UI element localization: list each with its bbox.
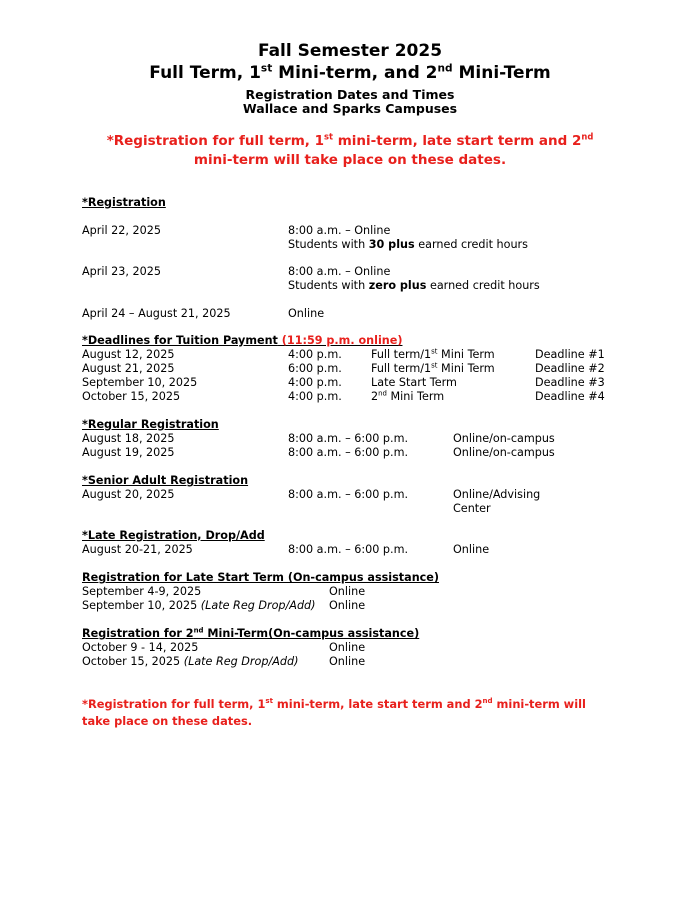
late-start-date: September 4-9, 2025	[82, 585, 202, 598]
mini-term-2-heading	[82, 627, 419, 640]
mini2-date	[82, 655, 298, 668]
late-time: 8:00 a.m. – 6:00 p.m.	[288, 543, 409, 556]
late-start-date	[82, 599, 316, 612]
eligibility-text: Students with	[288, 238, 369, 251]
deadline-date: August 12, 2025	[82, 348, 175, 361]
senior-mode: Center	[453, 502, 491, 515]
notice-part: mini-term will take place on these dates.	[193, 152, 507, 168]
regular-time: 8:00 a.m. – 6:00 p.m.	[288, 432, 409, 445]
notice-part: *Registration for full term, 1	[106, 133, 325, 149]
deadline-term	[371, 376, 457, 389]
late-start-date-text: September 10, 2025	[82, 599, 201, 612]
page-title: Fall Semester 2025	[257, 41, 443, 61]
regular-time: 8:00 a.m. – 6:00 p.m.	[288, 446, 409, 459]
deadline-term	[371, 362, 495, 375]
notice-part: mini-term, late start term and 2	[333, 133, 582, 149]
late-registration-heading: *Late Registration, Drop/Add	[82, 529, 265, 542]
mini2-mode: Online	[329, 655, 366, 668]
term-text: Full term/1	[371, 348, 432, 361]
subtitle-part: Mini-term, and 2	[272, 63, 438, 83]
term-text: Late Start Term	[371, 376, 457, 389]
eligibility-bold: zero plus	[368, 279, 427, 292]
eligibility-text: earned credit hours	[426, 279, 540, 292]
registration-date: April 23, 2025	[82, 265, 161, 278]
regular-registration-heading: *Regular Registration	[82, 418, 219, 431]
regular-date: August 18, 2025	[82, 432, 175, 445]
deadline-term	[371, 348, 495, 361]
registration-time: 8:00 a.m. – Online	[288, 265, 391, 278]
footer-notice	[82, 696, 612, 730]
regular-mode: Online/on-campus	[453, 432, 555, 445]
deadlines-heading-text: *Deadlines for Tuition Payment	[82, 334, 278, 347]
late-start-note: (Late Reg Drop/Add)	[200, 599, 316, 612]
mini2-heading-text: Registration for 2	[82, 627, 194, 640]
deadline-number: Deadline #2	[535, 362, 605, 375]
senior-mode: Online/Advising	[453, 488, 541, 501]
subtitle-part: Full Term, 1	[149, 63, 261, 83]
registration-eligibility	[288, 238, 528, 251]
late-date: August 20-21, 2025	[82, 543, 193, 556]
regular-date: August 19, 2025	[82, 446, 175, 459]
footer-part: *Registration for full term, 1	[82, 697, 266, 711]
deadline-time: 4:00 p.m.	[288, 390, 342, 403]
subtitle-sup: nd	[437, 62, 453, 75]
late-start-mode: Online	[329, 599, 366, 612]
senior-date: August 20, 2025	[82, 488, 175, 501]
eligibility-text: earned credit hours	[414, 238, 528, 251]
deadline-time: 4:00 p.m.	[288, 376, 342, 389]
registration-time: Online	[288, 307, 325, 320]
deadline-time: 6:00 p.m.	[288, 362, 342, 375]
footer-sup: nd	[482, 696, 493, 706]
registration-heading: *Registration	[82, 196, 166, 209]
term-text: Mini Term	[386, 390, 445, 403]
eligibility-text: Students with	[288, 279, 369, 292]
subtitle-sup: st	[260, 62, 273, 75]
footer-part: mini-term, late start term and 2	[272, 697, 483, 711]
term-text: Mini Term	[437, 362, 495, 375]
deadline-number: Deadline #1	[535, 348, 605, 361]
deadlines-heading-online-time: (11:59 p.m. online)	[277, 334, 403, 347]
registration-date: April 24 – August 21, 2025	[82, 307, 231, 320]
registration-date: April 22, 2025	[82, 224, 161, 237]
senior-registration-heading: *Senior Adult Registration	[82, 474, 249, 487]
senior-time: 8:00 a.m. – 6:00 p.m.	[288, 488, 409, 501]
deadline-date: October 15, 2025	[82, 390, 181, 403]
term-sup: st	[431, 347, 438, 356]
footer-part: mini-term will take place on these dates.	[82, 697, 586, 728]
mini2-heading-text: Mini-Term(On-campus assistance)	[203, 627, 420, 640]
deadline-number: Deadline #4	[535, 390, 605, 403]
page-subtitle	[0, 63, 700, 83]
registration-dates-heading: Registration Dates and Times	[245, 87, 455, 102]
mini2-mode: Online	[329, 641, 366, 654]
mini2-date: October 9 - 14, 2025	[82, 641, 199, 654]
registration-eligibility	[288, 279, 540, 292]
deadline-time: 4:00 p.m.	[288, 348, 342, 361]
registration-notice	[95, 132, 605, 170]
mini2-date-text: October 15, 2025	[82, 655, 184, 668]
late-mode: Online	[453, 543, 490, 556]
deadline-term	[371, 390, 444, 403]
registration-time: 8:00 a.m. – Online	[288, 224, 391, 237]
footer-sup: st	[265, 696, 273, 706]
subtitle-part: Mini-Term	[452, 63, 551, 83]
deadlines-heading	[82, 334, 402, 347]
deadline-date: August 21, 2025	[82, 362, 175, 375]
late-start-heading: Registration for Late Start Term (On-campus assistance)	[82, 571, 439, 584]
late-start-mode: Online	[329, 585, 366, 598]
notice-sup: st	[324, 131, 333, 142]
term-sup: nd	[378, 389, 387, 398]
term-text: Full term/1	[371, 362, 432, 375]
term-text: Mini Term	[437, 348, 495, 361]
mini2-heading-sup: nd	[193, 626, 204, 635]
eligibility-bold: 30 plus	[368, 238, 415, 251]
campuses-heading: Wallace and Sparks Campuses	[242, 101, 458, 116]
notice-sup: nd	[581, 131, 594, 142]
term-sup: st	[431, 361, 438, 370]
deadline-date: September 10, 2025	[82, 376, 198, 389]
term-text: 2	[371, 390, 379, 403]
mini2-note: (Late Reg Drop/Add)	[183, 655, 299, 668]
deadline-number: Deadline #3	[535, 376, 605, 389]
regular-mode: Online/on-campus	[453, 446, 555, 459]
